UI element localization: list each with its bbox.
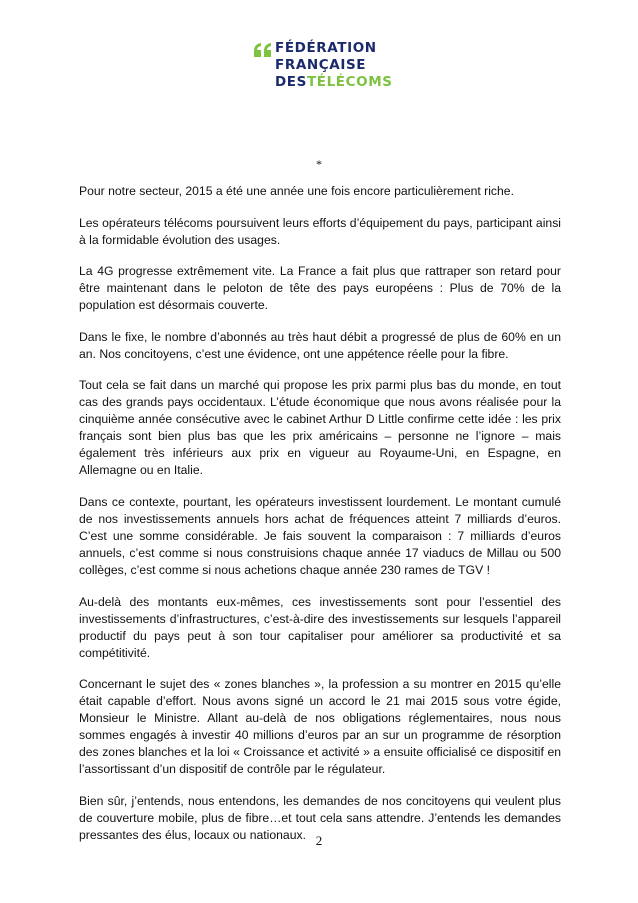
paragraph-3: La 4G progresse extrêmement vite. La France a fait plus que rattraper son retard pour être maintenant dans le peloton de tête des pays européens : Plus de 70% de la population est désormais couverte. [79, 264, 561, 313]
logo-wordmark [275, 40, 393, 91]
body-text [79, 183, 561, 858]
federation-logo [253, 40, 393, 94]
quote-marks-icon [253, 42, 273, 58]
section-separator: * [316, 157, 322, 171]
logo-line-2: FRANÇAISE [275, 57, 367, 73]
paragraph-9: Bien sûr, j’entends, nous entendons, les demandes de nos concitoyens qui veulent plus de couverture mobile, plus de fibre…et tout cela sans attendre. J’entends les demandes pressantes des élus, locaux ou nationaux. [79, 793, 561, 842]
logo-line-3 [275, 74, 393, 91]
logo-line-1: FÉDÉRATION [275, 40, 377, 56]
paragraph-6: Dans ce contexte, pourtant, les opérateurs investissent lourdement. Le montant cumulé de nos investissements annuels hors achat de fréquences atteint 7 milliards d’euros. C’est une somme considérable. Je fais souvent la comparaison : 7 milliards d’euros annuels, c’est comme si nous construisions chaque année 17 viaducs de Millau ou 500 collèges, c’est comme si nous achetions chaque année 230 rames de TGV ! [79, 494, 561, 577]
paragraph-2: Les opérateurs télécoms poursuivent leurs efforts d’équipement du pays, participant ainsi à la formidable évolution des usages. [79, 215, 561, 247]
paragraph-5: Tout cela se fait dans un marché qui propose les prix parmi plus bas du monde, en tout cas des grands pays occidentaux. L’étude économique que nous avons réalisée pour la cinquième année consécutive avec le cabinet Arthur D Little confirme cette idée : les prix français sont bien plus bas que les prix américains – personne ne l’ignore – mais également très inférieurs aux prix en vigueur au Royaume-Uni, en Espagne, en Allemagne ou en Italie. [79, 378, 561, 478]
logo-line-3-suffix: TÉLÉCOMS [306, 74, 393, 90]
logo-line-3-prefix: DES [275, 74, 307, 90]
paragraph-8: Concernant le sujet des « zones blanches », la profession a su montrer en 2015 qu’elle était capable d’effort. Nous avons signé un accord le 21 mai 2015 sous votre égide, Monsieur le Ministre. Allant au-delà de nos obligations réglementaires, nous nous sommes engagés à investir 40 millions d’euros par an sur un programme de résorption des zones blanches et la loi « Croissance et activité » a ensuite officialisé ce dispositif en l’assortissant d’un dispositif de contrôle par le régulateur. [79, 677, 561, 777]
page-number: 2 [315, 833, 323, 848]
paragraph-4: Dans le fixe, le nombre d’abonnés au très haut débit a progressé de plus de 60% en un an. Nos concitoyens, c’est une évidence, ont une appétence réelle pour la fibre. [79, 329, 561, 361]
paragraph-1: Pour notre secteur, 2015 a été une année une fois encore particulièrement riche. [79, 184, 514, 198]
paragraph-7: Au-delà des montants eux-mêmes, ces investissements sont pour l’essentiel des investissements d’infrastructures, c’est-à-dire des investissements sur lesquels l’appareil productif du pays peut à son tour capitaliser pour améliorer sa productivité et sa compétitivité. [79, 594, 561, 660]
